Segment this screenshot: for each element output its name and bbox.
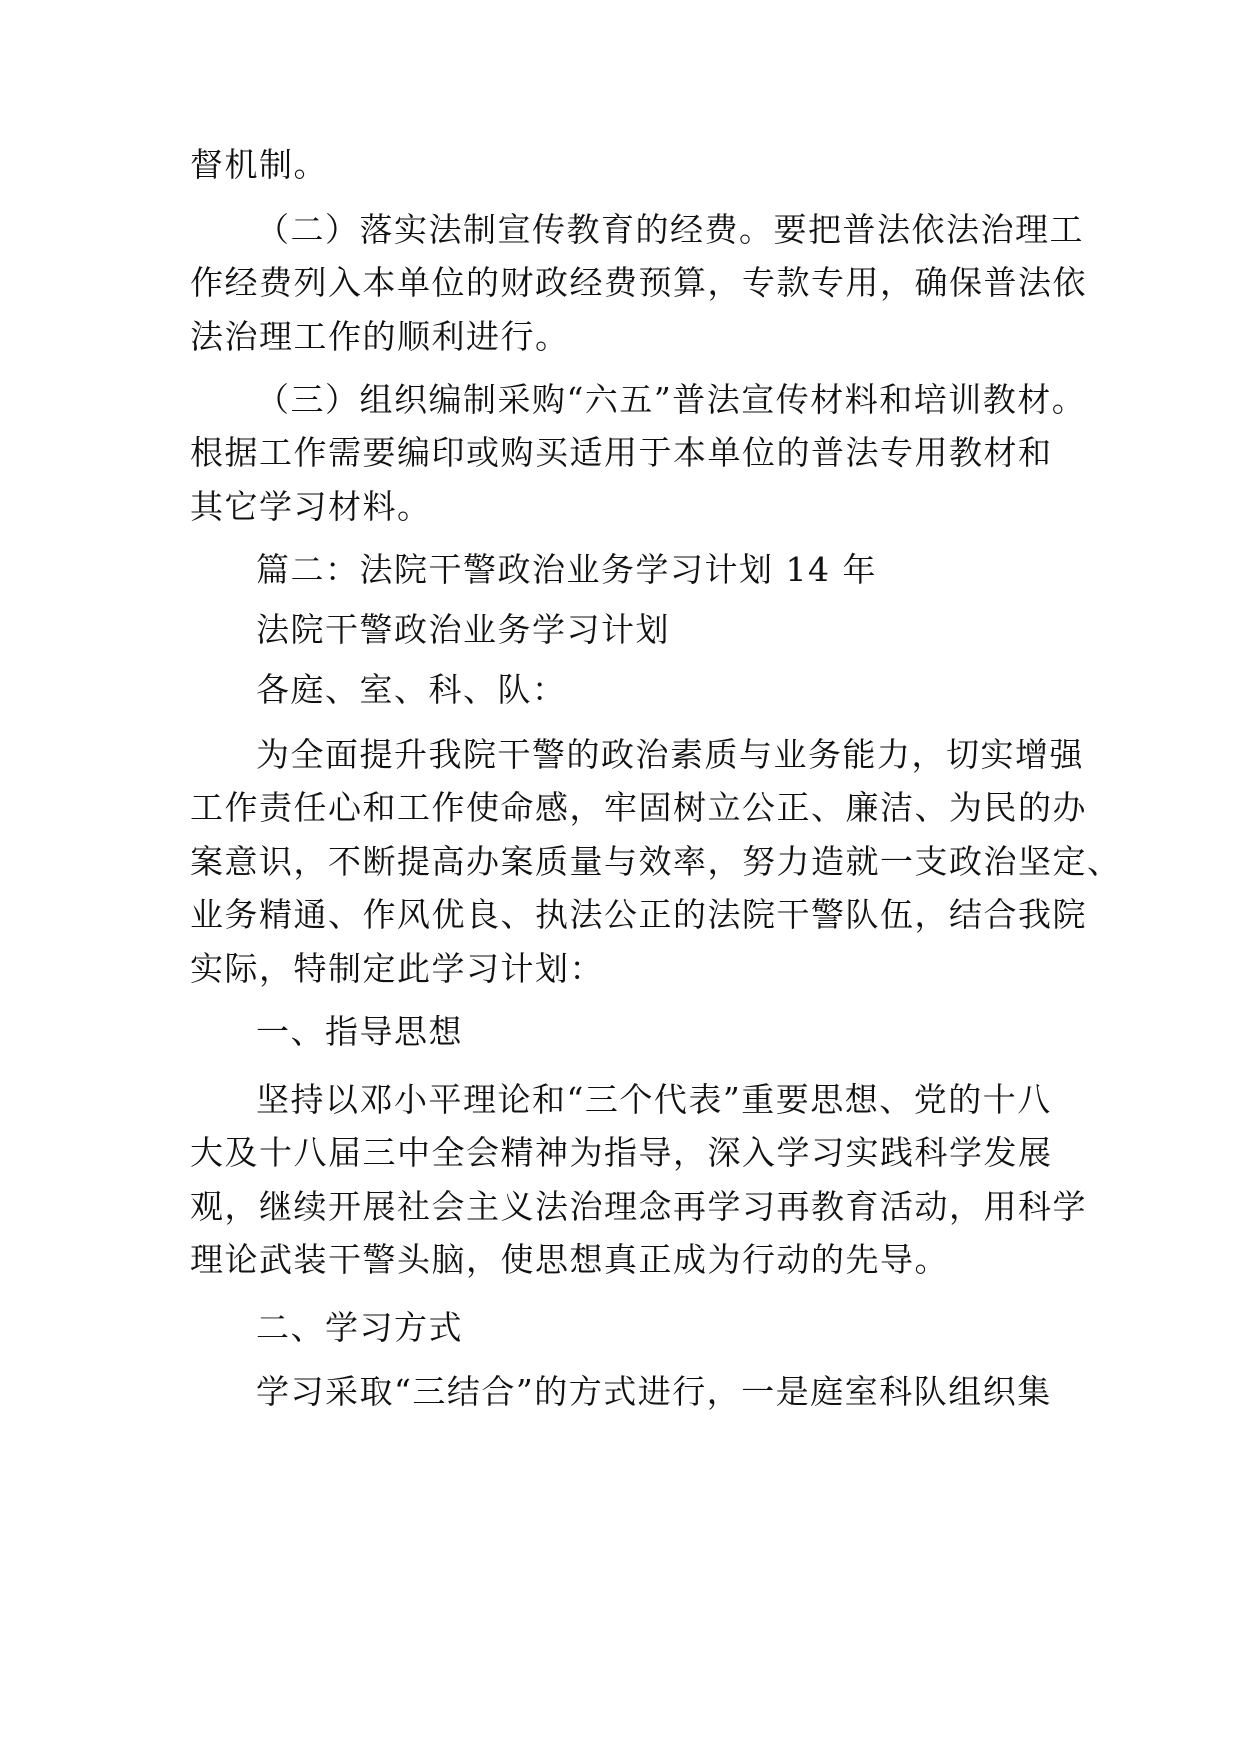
- paragraph-start: 学习采取“三结合”的方式进行，一是庭室科队组织集: [256, 1372, 1052, 1411]
- paragraph-start: 坚持以邓小平理论和“三个代表”重要思想、党的十八: [256, 1080, 1052, 1119]
- section-heading-paragraph: （三）组织编制采购“六五”普法宣传材料和培训教材。: [256, 380, 1087, 419]
- chapter-title: 篇二：法院干警政治业务学习计划 14 年: [256, 550, 877, 589]
- text-line: 法治理工作的顺利进行。: [190, 317, 570, 356]
- section-heading: 一、指导思想: [256, 1012, 463, 1051]
- text-line: 理论武装干警头脑，使思想真正成为行动的先导。: [190, 1240, 949, 1279]
- section-heading-paragraph: （二）落实法制宣传教育的经费。要把普法依法治理工: [256, 210, 1084, 249]
- text-line: 督机制。: [190, 145, 328, 184]
- document-title: 法院干警政治业务学习计划: [256, 610, 670, 649]
- section-heading: 二、学习方式: [256, 1308, 463, 1347]
- text-line: 实际，特制定此学习计划：: [190, 949, 604, 988]
- text-line: 工作责任心和工作使命感，牢固树立公正、廉洁、为民的办: [190, 788, 1087, 827]
- paragraph-start: 为全面提升我院干警的政治素质与业务能力，切实增强: [256, 735, 1084, 774]
- text-line: 业务精通、作风优良、执法公正的法院干警队伍，结合我院: [190, 895, 1087, 934]
- text-line: 根据工作需要编印或购买适用于本单位的普法专用教材和: [190, 433, 1053, 472]
- text-line: 其它学习材料。: [190, 487, 432, 526]
- text-line: 作经费列入本单位的财政经费预算，专款专用，确保普法依: [190, 263, 1087, 302]
- text-line: 大及十八届三中全会精神为指导，深入学习实践科学发展: [190, 1133, 1053, 1172]
- text-line: 案意识，不断提高办案质量与效率，努力造就一支政治坚定、: [190, 842, 1122, 881]
- salutation: 各庭、室、科、队：: [256, 670, 567, 709]
- text-line: 观，继续开展社会主义法治理念再学习再教育活动，用科学: [190, 1187, 1087, 1226]
